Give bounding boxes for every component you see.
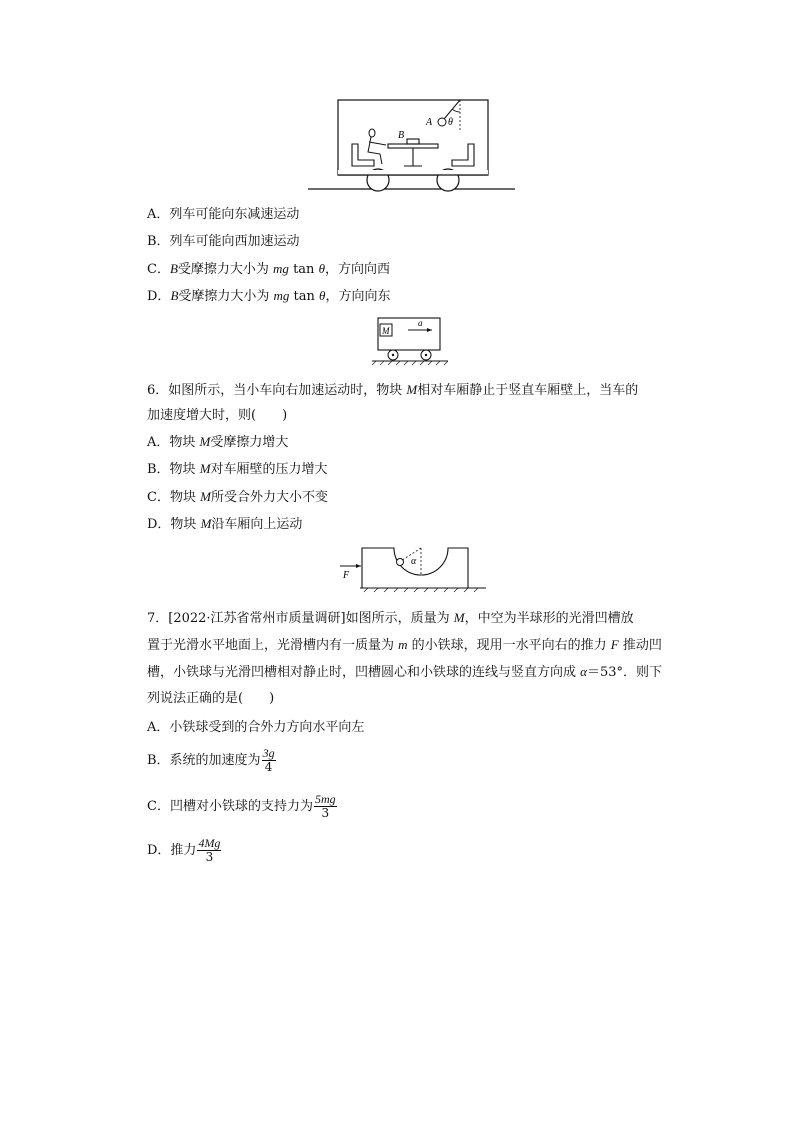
q7-stem-line2-F: F (610, 637, 619, 652)
q5-option-c-suffix: ，方向向西 (324, 262, 390, 277)
q7-option-b (147, 747, 276, 777)
q5-option-c-var: B (169, 261, 178, 276)
q7-stem-line3-alpha: α (580, 664, 587, 679)
q6-option-d (147, 516, 302, 533)
q7-option-c (147, 793, 337, 823)
q6-option-d-pre: D．物块 (147, 517, 201, 532)
q7-stem-line4: 列说法正确的是( ) (147, 691, 275, 706)
q6-option-b-M: M (199, 461, 211, 476)
q5-option-c-prefix: C． (147, 262, 170, 277)
q7-stem-line2 (147, 637, 662, 654)
q7-option-d-numerator: 4Mg (198, 836, 221, 850)
q6-option-d-M: M (200, 516, 212, 531)
q7-option-d-fraction (197, 837, 221, 864)
label-alpha: α (411, 556, 417, 567)
q5-option-d-tan: tan (289, 289, 320, 304)
q7-option-d-denominator: 3 (205, 850, 214, 864)
label-a: a (418, 318, 423, 328)
iron-ball (397, 559, 404, 566)
q7-stem-line1-M: M (453, 610, 465, 625)
q7-option-c-pre: C．凹槽对小铁球的支持力为 (147, 799, 313, 814)
q5-option-d-var: B (170, 288, 179, 303)
q7-stem-line2-c: 推动凹 (618, 638, 662, 653)
q7-option-b-numerator: 3g (262, 746, 275, 760)
q7-stem-line2-m: m (398, 637, 408, 652)
label-theta: θ (448, 117, 453, 128)
q5-option-b: B．列车可能向西加速运动 (147, 234, 300, 249)
q6-stem-line1 (147, 382, 638, 399)
q6-option-d-post: 沿车厢向上运动 (211, 517, 303, 532)
q5-option-a: A．列车可能向东减速运动 (147, 207, 300, 222)
q5-option-d-prefix: D． (147, 289, 171, 304)
q5-option-c-expr: mg (273, 261, 289, 276)
q6-stem-line1-a: 6．如图所示，当小车向右加速运动时，物块 (147, 383, 407, 398)
q7-stem-line3 (147, 664, 662, 681)
figure-cart-block (370, 314, 450, 366)
label-B: B (398, 130, 405, 141)
table-top (388, 144, 438, 148)
seat-left (352, 144, 374, 166)
figure-train-pendulum (300, 92, 520, 197)
q6-option-a-post: 受摩擦力增大 (210, 435, 289, 450)
object-B (407, 139, 419, 144)
label-A: A (426, 117, 433, 128)
seat-right (452, 144, 474, 166)
q7-option-c-fraction (314, 793, 337, 820)
groove-block (362, 548, 468, 588)
q6-option-c-post: 所受合外力大小不变 (210, 490, 328, 505)
q7-option-b-denominator: 4 (264, 760, 273, 774)
q5-option-d (147, 288, 390, 305)
q6-stem-line2: 加速度增大时，则( ) (147, 408, 288, 423)
pendulum-ball-A (438, 118, 446, 126)
q6-option-a-pre: A．物块 (147, 435, 200, 450)
q7-option-a: A．小铁球受到的合外力方向水平向左 (147, 720, 365, 735)
q6-option-b-pre: B．物块 (147, 462, 200, 477)
figure-groove-ball (338, 542, 488, 592)
q5-option-d-mid: 受摩擦力大小为 (178, 289, 274, 304)
q7-stem-line3-a: 槽，小铁球与光滑凹槽相对静止时，凹槽圆心和小铁球的连线与竖直方向成 (147, 665, 581, 680)
label-M: M (382, 326, 390, 336)
q6-option-c-M: M (200, 489, 211, 504)
q7-option-b-fraction (262, 747, 276, 774)
q7-stem-line3-b: ＝53°．则下 (586, 665, 663, 680)
q7-option-b-pre: B．系统的加速度为 (147, 753, 261, 768)
q7-stem-line1-b: ，中空为半球形的光滑凹槽放 (464, 611, 634, 626)
q7-option-d (147, 837, 221, 867)
q6-stem-line1-M: M (406, 382, 418, 397)
q5-option-c-tan: tan (288, 262, 319, 277)
q6-option-b-post: 对车厢壁的压力增大 (210, 462, 328, 477)
q5-option-c (147, 261, 390, 278)
q7-stem-line2-a: 置于光滑水平地面上，光滑槽内有一质量为 (147, 638, 399, 653)
q6-option-c-pre: C．物块 (147, 490, 201, 505)
q6-stem-line1-b: 相对车厢静止于竖直车厢壁上，当车的 (417, 383, 639, 398)
q7-stem-line1 (147, 610, 634, 627)
q6-option-c (147, 489, 328, 506)
q5-option-c-mid: 受摩擦力大小为 (177, 262, 274, 277)
q6-option-b (147, 461, 328, 478)
q5-option-d-theta: θ (319, 288, 326, 303)
label-F: F (343, 570, 350, 581)
q7-option-d-pre: D．推力 (147, 843, 197, 858)
q6-option-a (147, 434, 288, 451)
q5-option-c-theta: θ (318, 261, 325, 276)
q7-option-c-denominator: 3 (321, 806, 330, 820)
q7-stem-line2-b: 的小铁球，现用一水平向右的推力 (407, 638, 611, 653)
q6-option-a-M: M (199, 434, 211, 449)
q5-option-d-suffix: ，方向向东 (325, 289, 391, 304)
q5-option-d-expr: mg (273, 288, 290, 303)
q7-stem-line1-a: 7．[2022·江苏省常州市质量调研]如图所示，质量为 (147, 611, 454, 626)
q7-option-c-numerator: 5mg (314, 792, 336, 806)
person-head (369, 129, 375, 137)
